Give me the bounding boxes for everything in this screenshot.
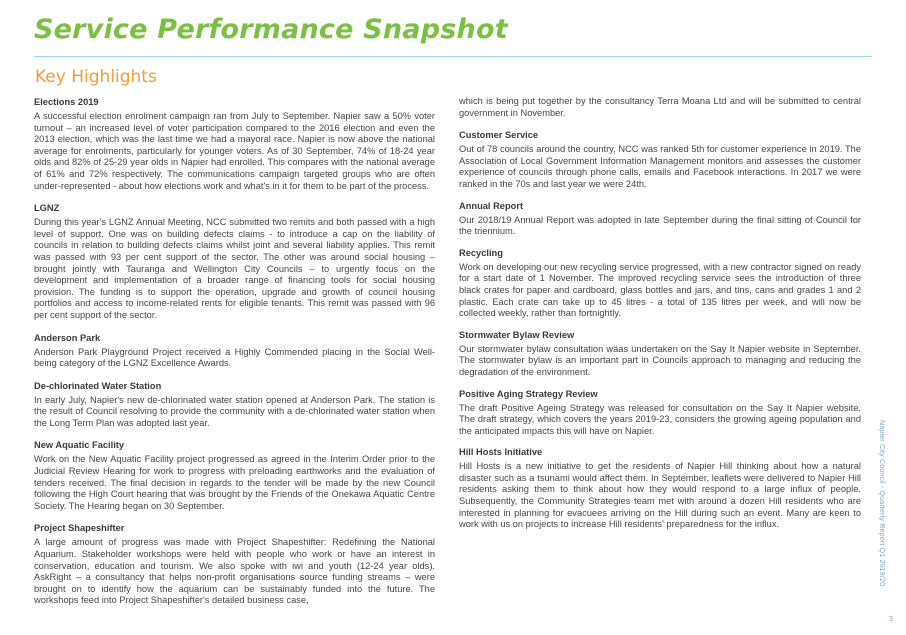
section-body: In early July, Napier's new de-chlorinated water station opened at Anderson Park. The station is the result of Council resolving to provide the community with a de-chlorinated water station when the Long Term Plan was adopted last year.	[34, 394, 435, 428]
section-anderson-park	[34, 332, 435, 370]
section-body: Out of 78 councils around the country, NCC was ranked 5th for customer experience in 2019. The Association of Local Government Information Management monitors and assesses the customer experience of councils through phone calls, emails and Facebook interactions. In 2017 we were ranked in the 70s and last year we were 24th.	[459, 144, 861, 189]
section-customer-service	[459, 129, 861, 190]
section-body: Anderson Park Playground Project received a Highly Commended placing in the Social Well-being category of the LGNZ Excellence Awards.	[34, 346, 435, 369]
section-lgnz	[34, 202, 435, 321]
section-recycling	[459, 247, 861, 320]
section-heading: Anderson Park	[34, 332, 101, 343]
page-title: Service Performance Snapshot	[34, 14, 508, 45]
section-stormwater-bylaw	[459, 329, 861, 379]
section-water-station	[34, 380, 435, 430]
section-heading: Positive Aging Strategy Review	[459, 388, 598, 399]
section-project-shapeshifter	[34, 522, 435, 607]
section-heading: Hill Hosts Initiative	[459, 447, 543, 458]
right-column	[459, 96, 861, 540]
section-body: Our 2018/19 Annual Report was adopted in late September during the final sitting of Council for the triennium.	[459, 214, 861, 237]
section-heading: Customer Service	[459, 130, 539, 141]
left-column	[34, 96, 435, 617]
section-heading: Stormwater Bylaw Review	[459, 329, 575, 340]
section-heading: Elections 2019	[34, 97, 99, 107]
section-body: Hill Hosts is a new initiative to get the residents of Napier Hill thinking about how a natural disaster such as a tsunami would affect them. In September, leaflets were delivered to Napier Hill residents asking them to think about how they would respond to a large influx of people. Subsequently, the Community Strategies team met with around a dozen Hill residents who are interested in planning for evacuees arriving on the Hill during such an event. Many are keen to work with us on projects to increase Hill residents' preparedness for the influx.	[459, 461, 861, 530]
page-subtitle: Key Highlights	[35, 67, 157, 87]
section-body: Our stormwater bylaw consultation wäas undertaken on the Say It Napier website in September. The stormwater bylaw is an important part in Councils approach to managing and reducing the degradation of the environment.	[459, 343, 861, 377]
section-body: During this year's LGNZ Annual Meeting, NCC submitted two remits and both passed with a high level of support. One was on building defects claims - to introduce a cap on the liability of councils in relation to building defects claims whilst joint and several liability applies. This remit was passed with 93 per cent support of the sector. The other was around social housing – brought jointly with Tauranga and Wellington City Councils – to urgently focus on the development and implementation of a broader range of financing tools for social housing provision. The funding is to support the operation, upgrade and growth of council housing portfolios and access to income-related rents for eligible tenants. This remit was passed with 96 per cent support of the sector.	[34, 217, 435, 320]
title-divider	[34, 56, 872, 57]
section-positive-aging	[459, 388, 861, 438]
section-heading: Annual Report	[459, 200, 524, 211]
section-body: Work on developing our new recycling service progressed, with a new contractor signed on ready for a start date of 1 November. The improved recycling service sees the introduction of three black crates for paper and cardboard, glass bottles and jars, and tins, cans and grades 1 and 2 plastic. Each crate can take up to 45 litres - a total of 135 litres per week, and will now be collected weekly, rather than fortnightly.	[459, 261, 861, 319]
section-body: A successful election enrolment campaign ran from July to September. Napier saw a 50% voter turnout – an increased level of voter participation compared to the 2016 election and even the 2013 election, which was the last time we had a mayoral race. Napier is now above the national average for enrolments, particularly for younger voters. As of 30 September, 74% of 18-24 year olds and 82% of 25-29 year olds in Napier had enrolled. This compares with the national average of 61% and 72% respectively. The communications campaign targeted groups who are often under-represented - about how elections work and what's in it for them to be part of the process.	[34, 111, 435, 191]
section-body: Work on the New Aquatic Facility project progressed as agreed in the Interim Order prior to the Judicial Review Hearing for work to progress with preloading earthworks and the evaluation of tenders received. The final decision in regards to the tender will be made by the new Council following the High Court hearing that was brought by the Friends of the Onekawa Aquatic Centre Society. The Hearing began on 30 September.	[34, 454, 435, 511]
report-footer-label: Napier City Council - Quarterly Report Q1 2019/20	[878, 420, 885, 587]
section-heading: LGNZ	[34, 203, 60, 214]
section-aquatic-facility	[34, 439, 435, 512]
continued-text: which is being put together by the consultancy Terra Moana Ltd and will be submitted to central government in November.	[459, 96, 861, 118]
section-heading: Project Shapeshifter	[34, 523, 125, 534]
section-elections	[34, 96, 435, 192]
section-heading: De-chlorinated Water Station	[34, 380, 162, 391]
section-body: The draft Positive Ageing Strategy was released for consultation on the Say It Napier website. The draft strategy, which covers the years 2019-23, considers the growing ageing population and the anticipated impacts this will have on Napier.	[459, 402, 861, 436]
section-heading: New Aquatic Facility	[34, 440, 125, 451]
section-body: A large amount of progress was made with Project Shapeshifter: Redefining the National Aquarium. Stakeholder workshops were held with people who work or have an interest in conservation, education and tourism. We also spoke with iwi and youth (12-24 year olds). AskRight – a consultancy that helps non-profit organisations source funding streams – were brought on to identify how the aquarium can be sustainably funded into the future. The workshops feed into Project Shapeshifter's detailed business case,	[34, 537, 435, 606]
section-annual-report	[459, 200, 861, 238]
section-heading: Recycling	[459, 247, 503, 258]
section-hill-hosts	[459, 446, 861, 531]
page-number: 3	[889, 616, 893, 623]
